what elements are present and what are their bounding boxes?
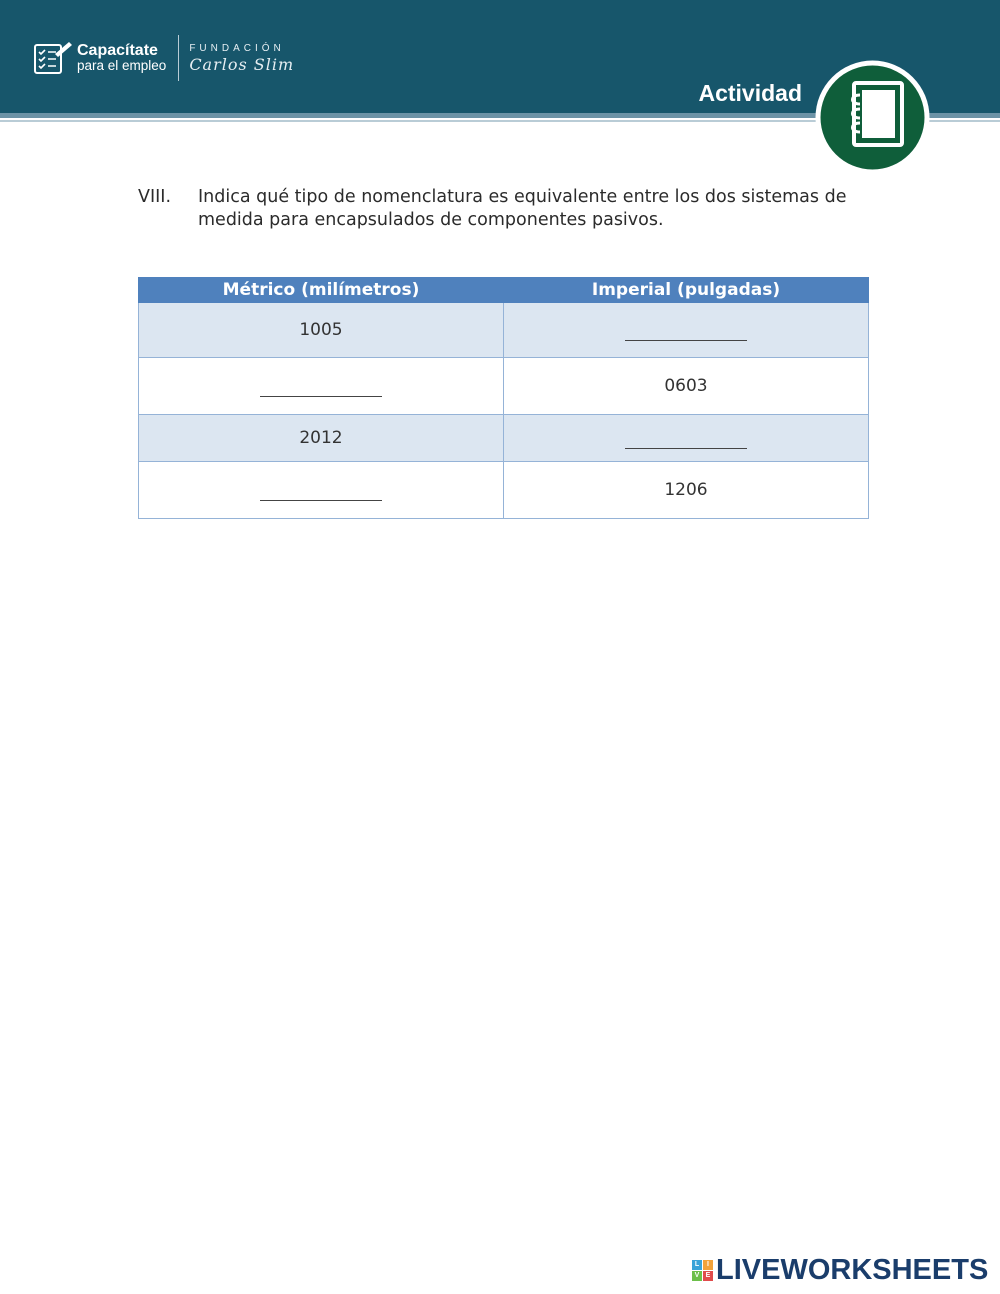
nomenclature-table <box>138 277 869 519</box>
foundation-label: FUNDACIÓN <box>189 42 285 54</box>
table-row <box>139 303 869 358</box>
imperial-cell: 1206 <box>504 462 869 519</box>
imperial-cell <box>504 303 869 358</box>
question-number: VIII. <box>138 187 172 207</box>
brand-subtitle: para el empleo <box>77 58 167 73</box>
table-row <box>139 462 869 519</box>
brand-title: Capacítate <box>77 42 158 59</box>
foundation-name: Carlos Slim <box>189 54 295 74</box>
imperial-cell <box>504 415 869 462</box>
metric-cell: 2012 <box>139 415 504 462</box>
notebook-icon <box>814 59 931 176</box>
answer-blank[interactable] <box>625 320 747 341</box>
liveworksheets-logo[interactable] <box>692 1254 988 1287</box>
metric-cell <box>139 358 504 415</box>
liveworksheets-blocks-icon <box>692 1260 713 1281</box>
answer-blank[interactable] <box>625 428 747 449</box>
logo-block: L <box>692 1260 702 1270</box>
liveworksheets-wordmark: LIVEWORKSHEETS <box>716 1254 989 1286</box>
column-header-imperial: Imperial (pulgadas) <box>504 278 869 303</box>
answer-blank[interactable] <box>260 376 382 397</box>
logo-block: I <box>703 1260 713 1270</box>
table-header-row <box>139 278 869 303</box>
answer-blank[interactable] <box>260 480 382 501</box>
activity-label: Actividad <box>698 80 802 106</box>
logo-divider <box>178 35 179 81</box>
metric-cell: 1005 <box>139 303 504 358</box>
logo-block: E <box>703 1271 713 1281</box>
question-text: Indica qué tipo de nomenclatura es equivalente entre los dos sistemas de medida para encapsulados de componentes pasivos. <box>198 187 847 230</box>
checklist-icon <box>33 40 73 76</box>
logo-block: V <box>692 1271 702 1281</box>
column-header-metric: Métrico (milímetros) <box>139 278 504 303</box>
table-row <box>139 358 869 415</box>
table-row <box>139 415 869 462</box>
foundation-logo <box>189 43 294 74</box>
imperial-cell: 0603 <box>504 358 869 415</box>
metric-cell <box>139 462 504 519</box>
brand-logo <box>33 38 294 78</box>
brand-text <box>77 43 166 73</box>
